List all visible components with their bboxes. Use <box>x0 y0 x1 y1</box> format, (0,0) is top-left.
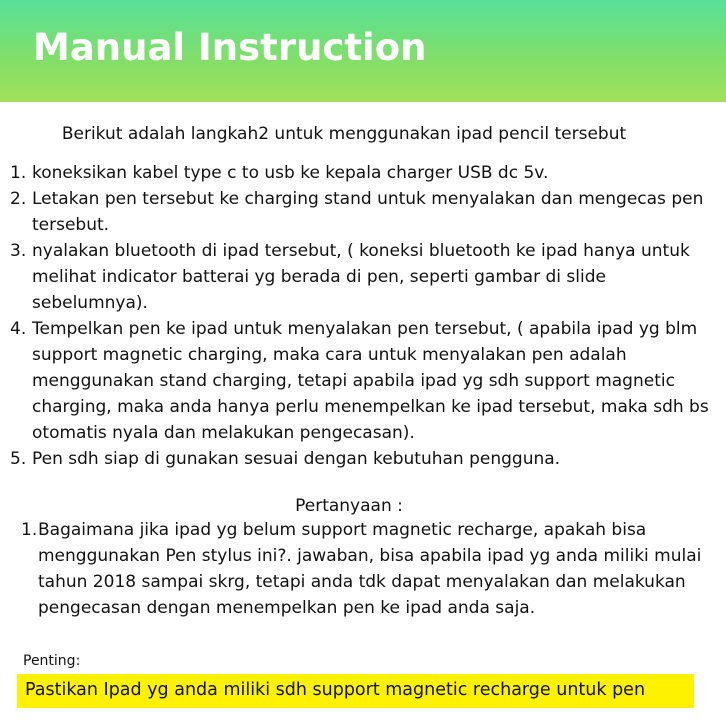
important-label: Penting: <box>23 653 81 669</box>
step-text: Pen sdh siap di gunakan sesuai dengan kebutuhan pengguna. <box>32 449 561 469</box>
questions-list <box>17 517 707 621</box>
list-item <box>17 517 707 621</box>
step-number: 3. <box>10 241 27 261</box>
list-item <box>10 446 710 472</box>
step-number: 1. <box>10 163 27 183</box>
intro-text: Berikut adalah langkah2 untuk menggunakan ipad pencil tersebut <box>61 124 627 144</box>
step-number: 4. <box>10 319 27 339</box>
step-text: Letakan pen tersebut ke charging stand untuk menyalakan dan mengecas pen tersebut. <box>32 189 704 235</box>
questions-heading: Pertanyaan : <box>295 496 403 516</box>
list-item <box>10 160 710 186</box>
header-banner <box>0 0 726 102</box>
step-text: nyalakan bluetooth di ipad tersebut, ( koneksi bluetooth ke ipad hanya untuk melihat indicator batterai yg berada di pen, seperti gambar di slide sebelumnya). <box>32 241 690 313</box>
step-text: koneksikan kabel type c to usb ke kepala charger USB dc 5v. <box>32 163 549 183</box>
list-item <box>10 238 710 316</box>
instruction-steps <box>10 160 710 472</box>
step-number: 5. <box>10 449 27 469</box>
page-title: Manual Instruction <box>33 26 427 69</box>
question-text: Bagaimana jika ipad yg belum support magnetic recharge, apakah bisa menggunakan Pen stylus ini?. jawaban, bisa apabila ipad yg anda miliki mulai tahun 2018 sampai skrg, tetapi anda tdk dapat menyalakan dan melakukan pengecasan dengan menempelkan pen ke ipad anda saja. <box>38 520 702 618</box>
list-item <box>10 316 710 446</box>
important-text: Pastikan Ipad yg anda miliki sdh support magnetic recharge untuk pen <box>25 680 646 700</box>
list-item <box>10 186 710 238</box>
question-number: 1. <box>21 520 38 540</box>
step-number: 2. <box>10 189 27 209</box>
important-highlight-box <box>17 674 694 708</box>
step-text: Tempelkan pen ke ipad untuk menyalakan pen tersebut, ( apabila ipad yg blm support magnetic charging, maka cara untuk menyalakan pen adalah menggunakan stand charging, tetapi apabila ipad yg sdh support magnetic charging, maka anda hanya perlu menempelkan ke ipad tersebut, maka sdh bs otomatis nyala dan melakukan pengecasan). <box>32 319 709 443</box>
